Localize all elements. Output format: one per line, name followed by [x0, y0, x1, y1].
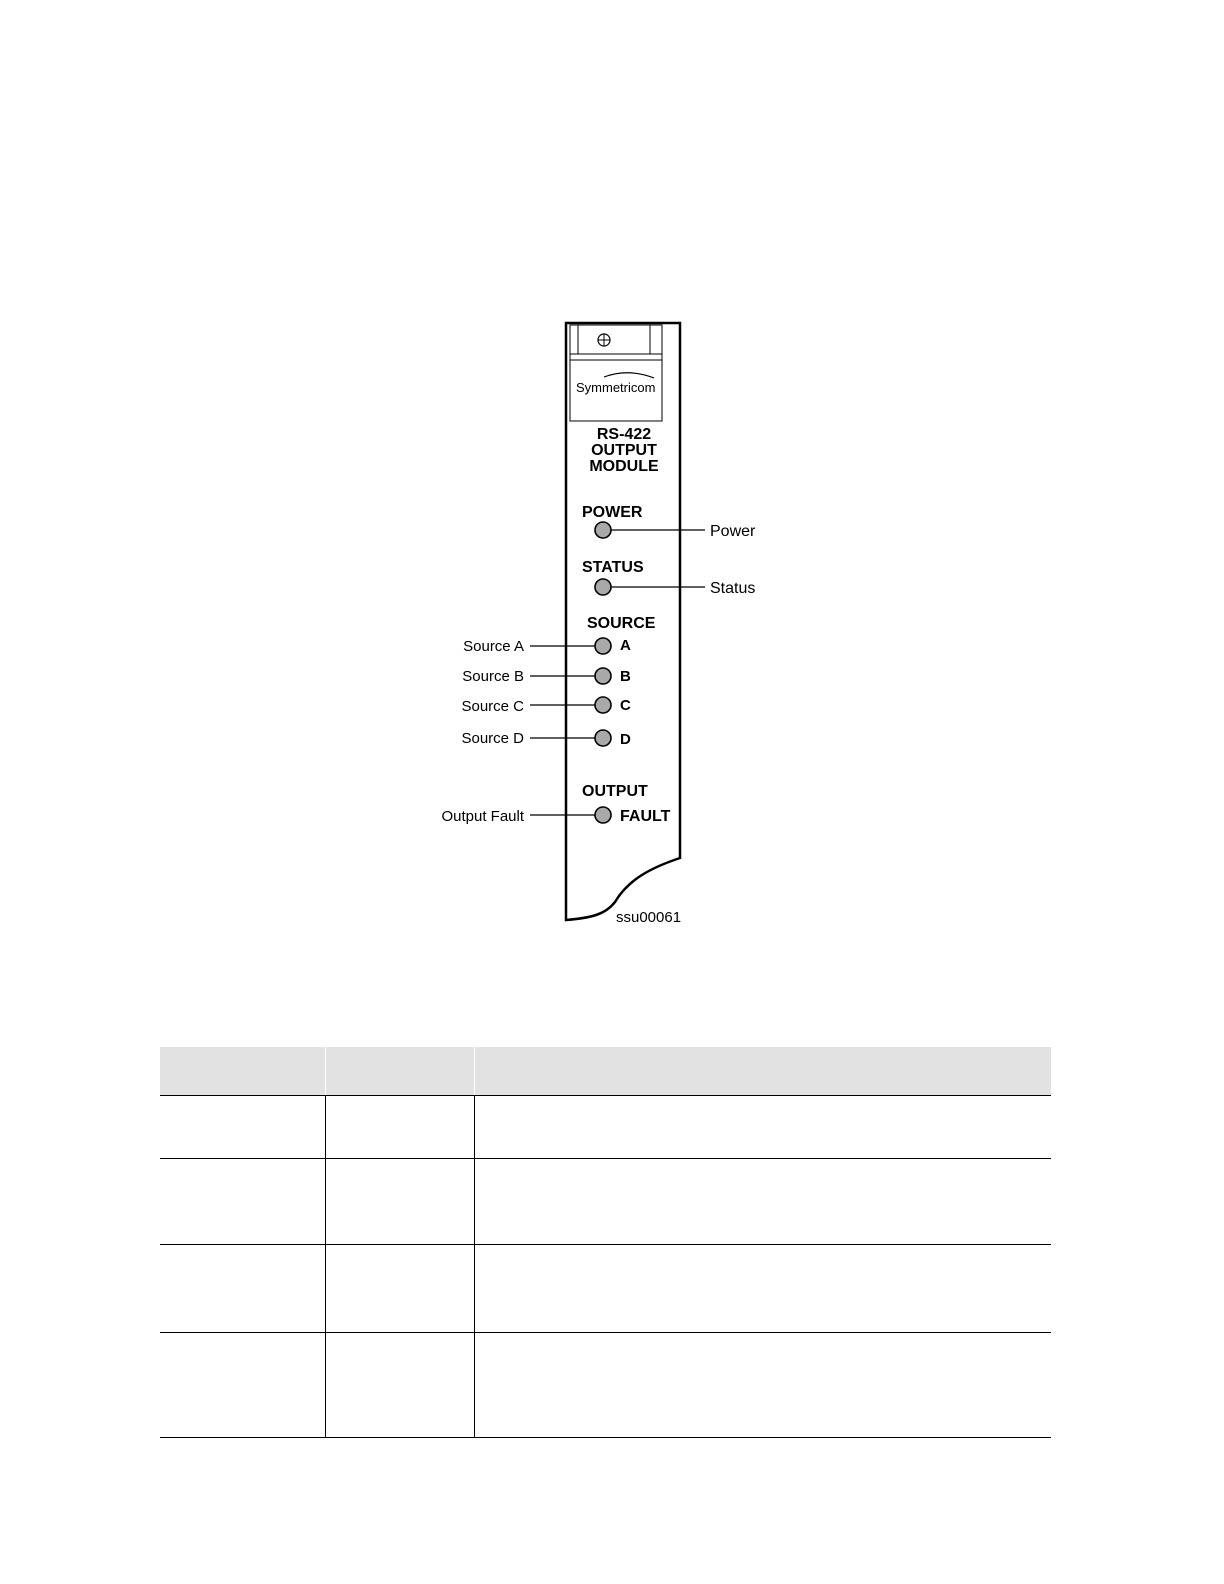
power-section-label: POWER: [582, 504, 643, 521]
table-header-row: [160, 1047, 1051, 1096]
led-letter-d: D: [620, 731, 631, 748]
table-cell: [325, 1245, 474, 1333]
table-cell: [474, 1096, 1051, 1159]
source-b-led: [595, 668, 611, 684]
led-description-table: [160, 1047, 1051, 1438]
callout-source-d: Source D: [461, 730, 524, 747]
power-led: [595, 522, 611, 538]
module-title-line-3: MODULE: [589, 458, 659, 475]
fault-label: FAULT: [620, 808, 671, 825]
source-a-led: [595, 638, 611, 654]
callout-power: Power: [710, 523, 756, 540]
source-c-led: [595, 697, 611, 713]
table-cell: [325, 1333, 474, 1438]
module-title-line-1: RS-422: [596, 426, 652, 443]
table-cell: [160, 1096, 325, 1159]
table-cell: [325, 1096, 474, 1159]
table-header-cell: [160, 1047, 325, 1096]
table-cell: [160, 1333, 325, 1438]
led-letter-c: C: [620, 697, 631, 714]
led-letter-b: B: [620, 668, 631, 685]
module-title-line-2: OUTPUT: [591, 442, 657, 459]
table-cell: [474, 1333, 1051, 1438]
table-cell: [160, 1159, 325, 1245]
table-cell: [325, 1159, 474, 1245]
callout-source-b: Source B: [462, 668, 524, 685]
callout-output-fault: Output Fault: [441, 808, 524, 825]
table-row: [160, 1245, 1051, 1333]
callout-source-c: Source C: [461, 698, 524, 715]
screw-icon: [598, 334, 610, 346]
table-cell: [474, 1245, 1051, 1333]
table-header-cell: [325, 1047, 474, 1096]
table-row: [160, 1333, 1051, 1438]
source-d-led: [595, 730, 611, 746]
led-letter-a: A: [620, 637, 631, 654]
figure-id: ssu00061: [616, 909, 682, 926]
table-row: [160, 1159, 1051, 1245]
output-fault-led: [595, 807, 611, 823]
table-cell: [160, 1245, 325, 1333]
table-row: [160, 1096, 1051, 1159]
status-led: [595, 579, 611, 595]
callout-source-a: Source A: [463, 638, 524, 655]
source-section-label: SOURCE: [587, 615, 656, 632]
callout-status: Status: [710, 580, 756, 597]
output-section-label: OUTPUT: [582, 783, 648, 800]
status-section-label: STATUS: [582, 559, 644, 576]
svg-text:Symmetricom: Symmetricom: [576, 380, 656, 395]
table-cell: [474, 1159, 1051, 1245]
table-header-cell: [474, 1047, 1051, 1096]
